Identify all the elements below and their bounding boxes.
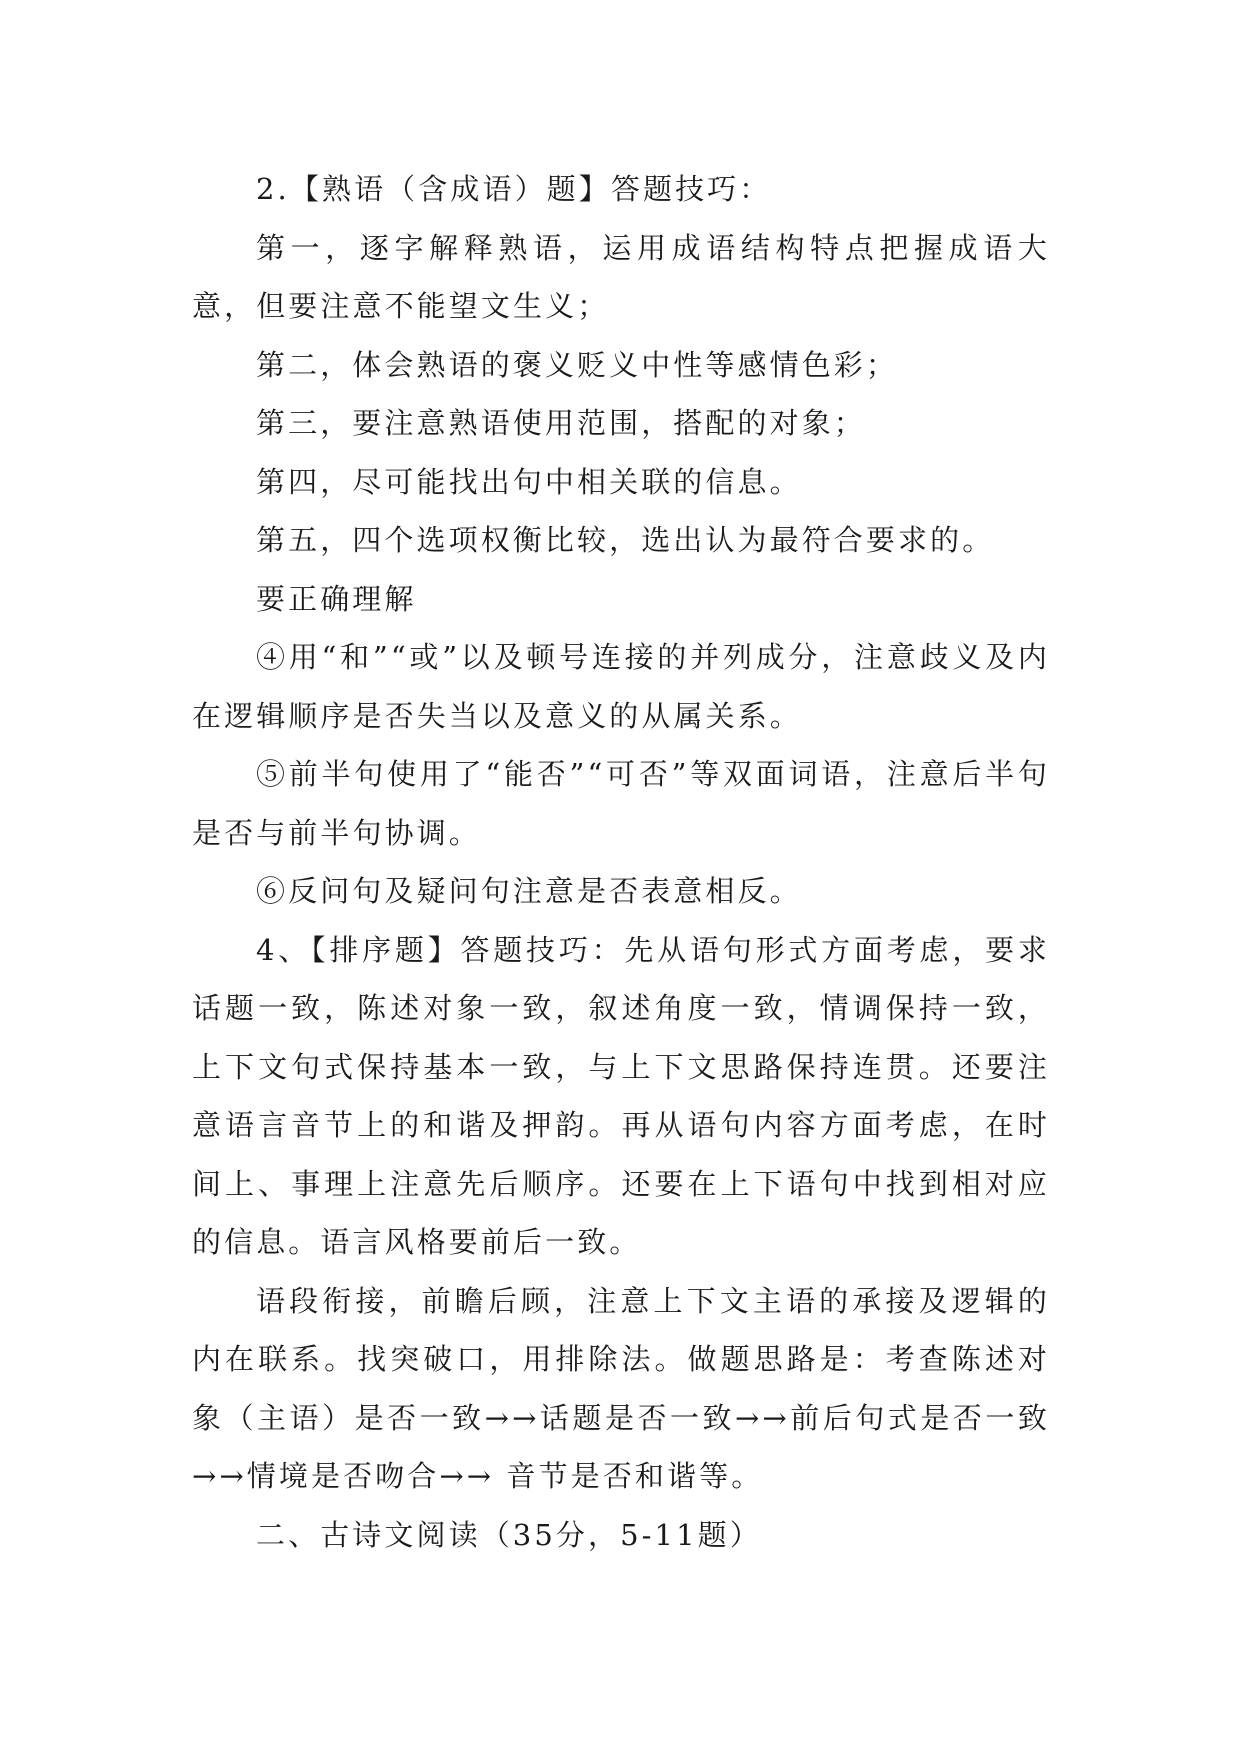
paragraph-item-5: ⑤前半句使用了“能否”“可否”等双面词语，注意后半句是否与前半句协调。	[192, 757, 1050, 850]
paragraph-step-five: 第五，四个选项权衡比较，选出认为最符合要求的。	[256, 523, 995, 557]
paragraph-cohesion: 语段衔接，前瞻后顾，注意上下文主语的承接及逻辑的内在联系。找突破口，用排除法。做题思路是：考查陈述对象（主语）是否一致→→话题是否一致→→前后句式是否一致→→情境是否吻合→→ 音节是否和谐等。	[192, 1283, 1050, 1493]
paragraph-ordering-tips: 4、【排序题】答题技巧：先从语句形式方面考虑，要求话题一致，陈述对象一致，叙述角度一致，情调保持一致，上下文句式保持基本一致，与上下文思路保持连贯。还要注意语言音节上的和谐及押韵。再从语句内容方面考虑，在时间上、事理上注意先后顺序。还要在上下语句中找到相对应的信息。语言风格要前后一致。	[192, 932, 1050, 1259]
paragraph-item-6: ⑥反问句及疑问句注意是否表意相反。	[256, 874, 802, 908]
paragraph-step-three: 第三，要注意熟语使用范围，搭配的对象；	[256, 406, 866, 440]
paragraph-idiom-heading: 2.【熟语（含成语）题】答题技巧：	[256, 172, 772, 206]
paragraph-item-4: ④用“和”“或”以及顿号连接的并列成分，注意歧义及内在逻辑顺序是否失当以及意义的从属关系。	[192, 640, 1050, 733]
paragraph-understand: 要正确理解	[256, 581, 417, 616]
paragraph-step-one: 第一，逐字解释熟语，运用成语结构特点把握成语大意，但要注意不能望文生义；	[192, 230, 1050, 323]
section-heading-classical: 二、古诗文阅读（35分，5-11题）	[256, 1517, 762, 1552]
document-body	[192, 160, 1050, 1564]
paragraph-step-four: 第四，尽可能找出句中相关联的信息。	[256, 464, 802, 499]
paragraph-step-two: 第二，体会熟语的褒义贬义中性等感情色彩；	[256, 347, 899, 382]
